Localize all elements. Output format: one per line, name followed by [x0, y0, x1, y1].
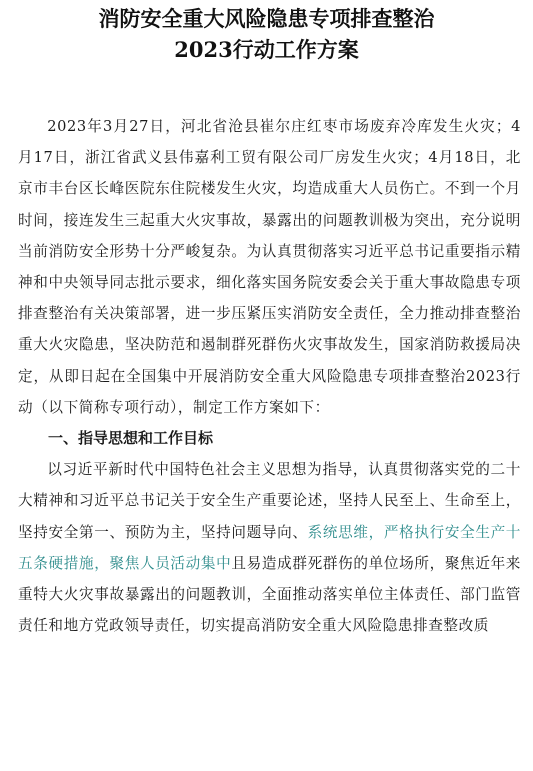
section-1-paragraph	[18, 454, 521, 641]
section-heading-1: 一、指导思想和工作目标	[48, 429, 214, 448]
section-1-highlighted-text: 系统思维，严格执行安全生产十五条硬措施，聚焦人员活动集中	[18, 523, 522, 572]
section-1-text-part-1: 以习近平新时代中国特色社会主义思想为指导，认真贯彻落实党的二十大精神和习近平总书记关于安全生产重要论述，坚持人民至上、生命至上，坚持安全第一、预防为主，坚持问题导向、	[18, 461, 521, 541]
intro-paragraph: 2023年3月27日，河北省沧县崔尔庄红枣市场废弃冷库发生火灾；4月17日，浙江省武义县伟嘉利工贸有限公司厂房发生火灾；4月18日，北京市丰台区长峰医院东住院楼发生火灾，均造成重大人员伤亡。不到一个月时间，接连发生三起重大火灾事故，暴露出的问题教训极为突出，充分说明当前消防安全形势十分严峻复杂。为认真贯彻落实习近平总书记重要指示精神和中央领导同志批示要求，细化落实国务院安委会关于重大事故隐患专项排查整治有关决策部署，进一步压紧压实消防安全责任，全力推动排查整治重大火灾隐患，坚决防范和遏制群死群伤火灾事故发生，国家消防救援局决定，从即日起在全国集中开展消防安全重大风险隐患专项排查整治2023行动（以下简称专项行动），制定工作方案如下：	[18, 118, 521, 416]
document-title-line-2: 2023行动工作方案	[174, 37, 359, 62]
document-body	[18, 111, 521, 641]
section-1-text-part-2: 且易造成群死群伤的单位场所，聚焦近年来重特大火灾事故暴露出的问题教训，全面推动落实单位主体责任、部门监管责任和地方党政领导责任，切实提高消防安全重大风险隐患排查整改质	[18, 554, 522, 635]
document-title-line-1: 消防安全重大风险隐患专项排查整治	[98, 6, 435, 31]
